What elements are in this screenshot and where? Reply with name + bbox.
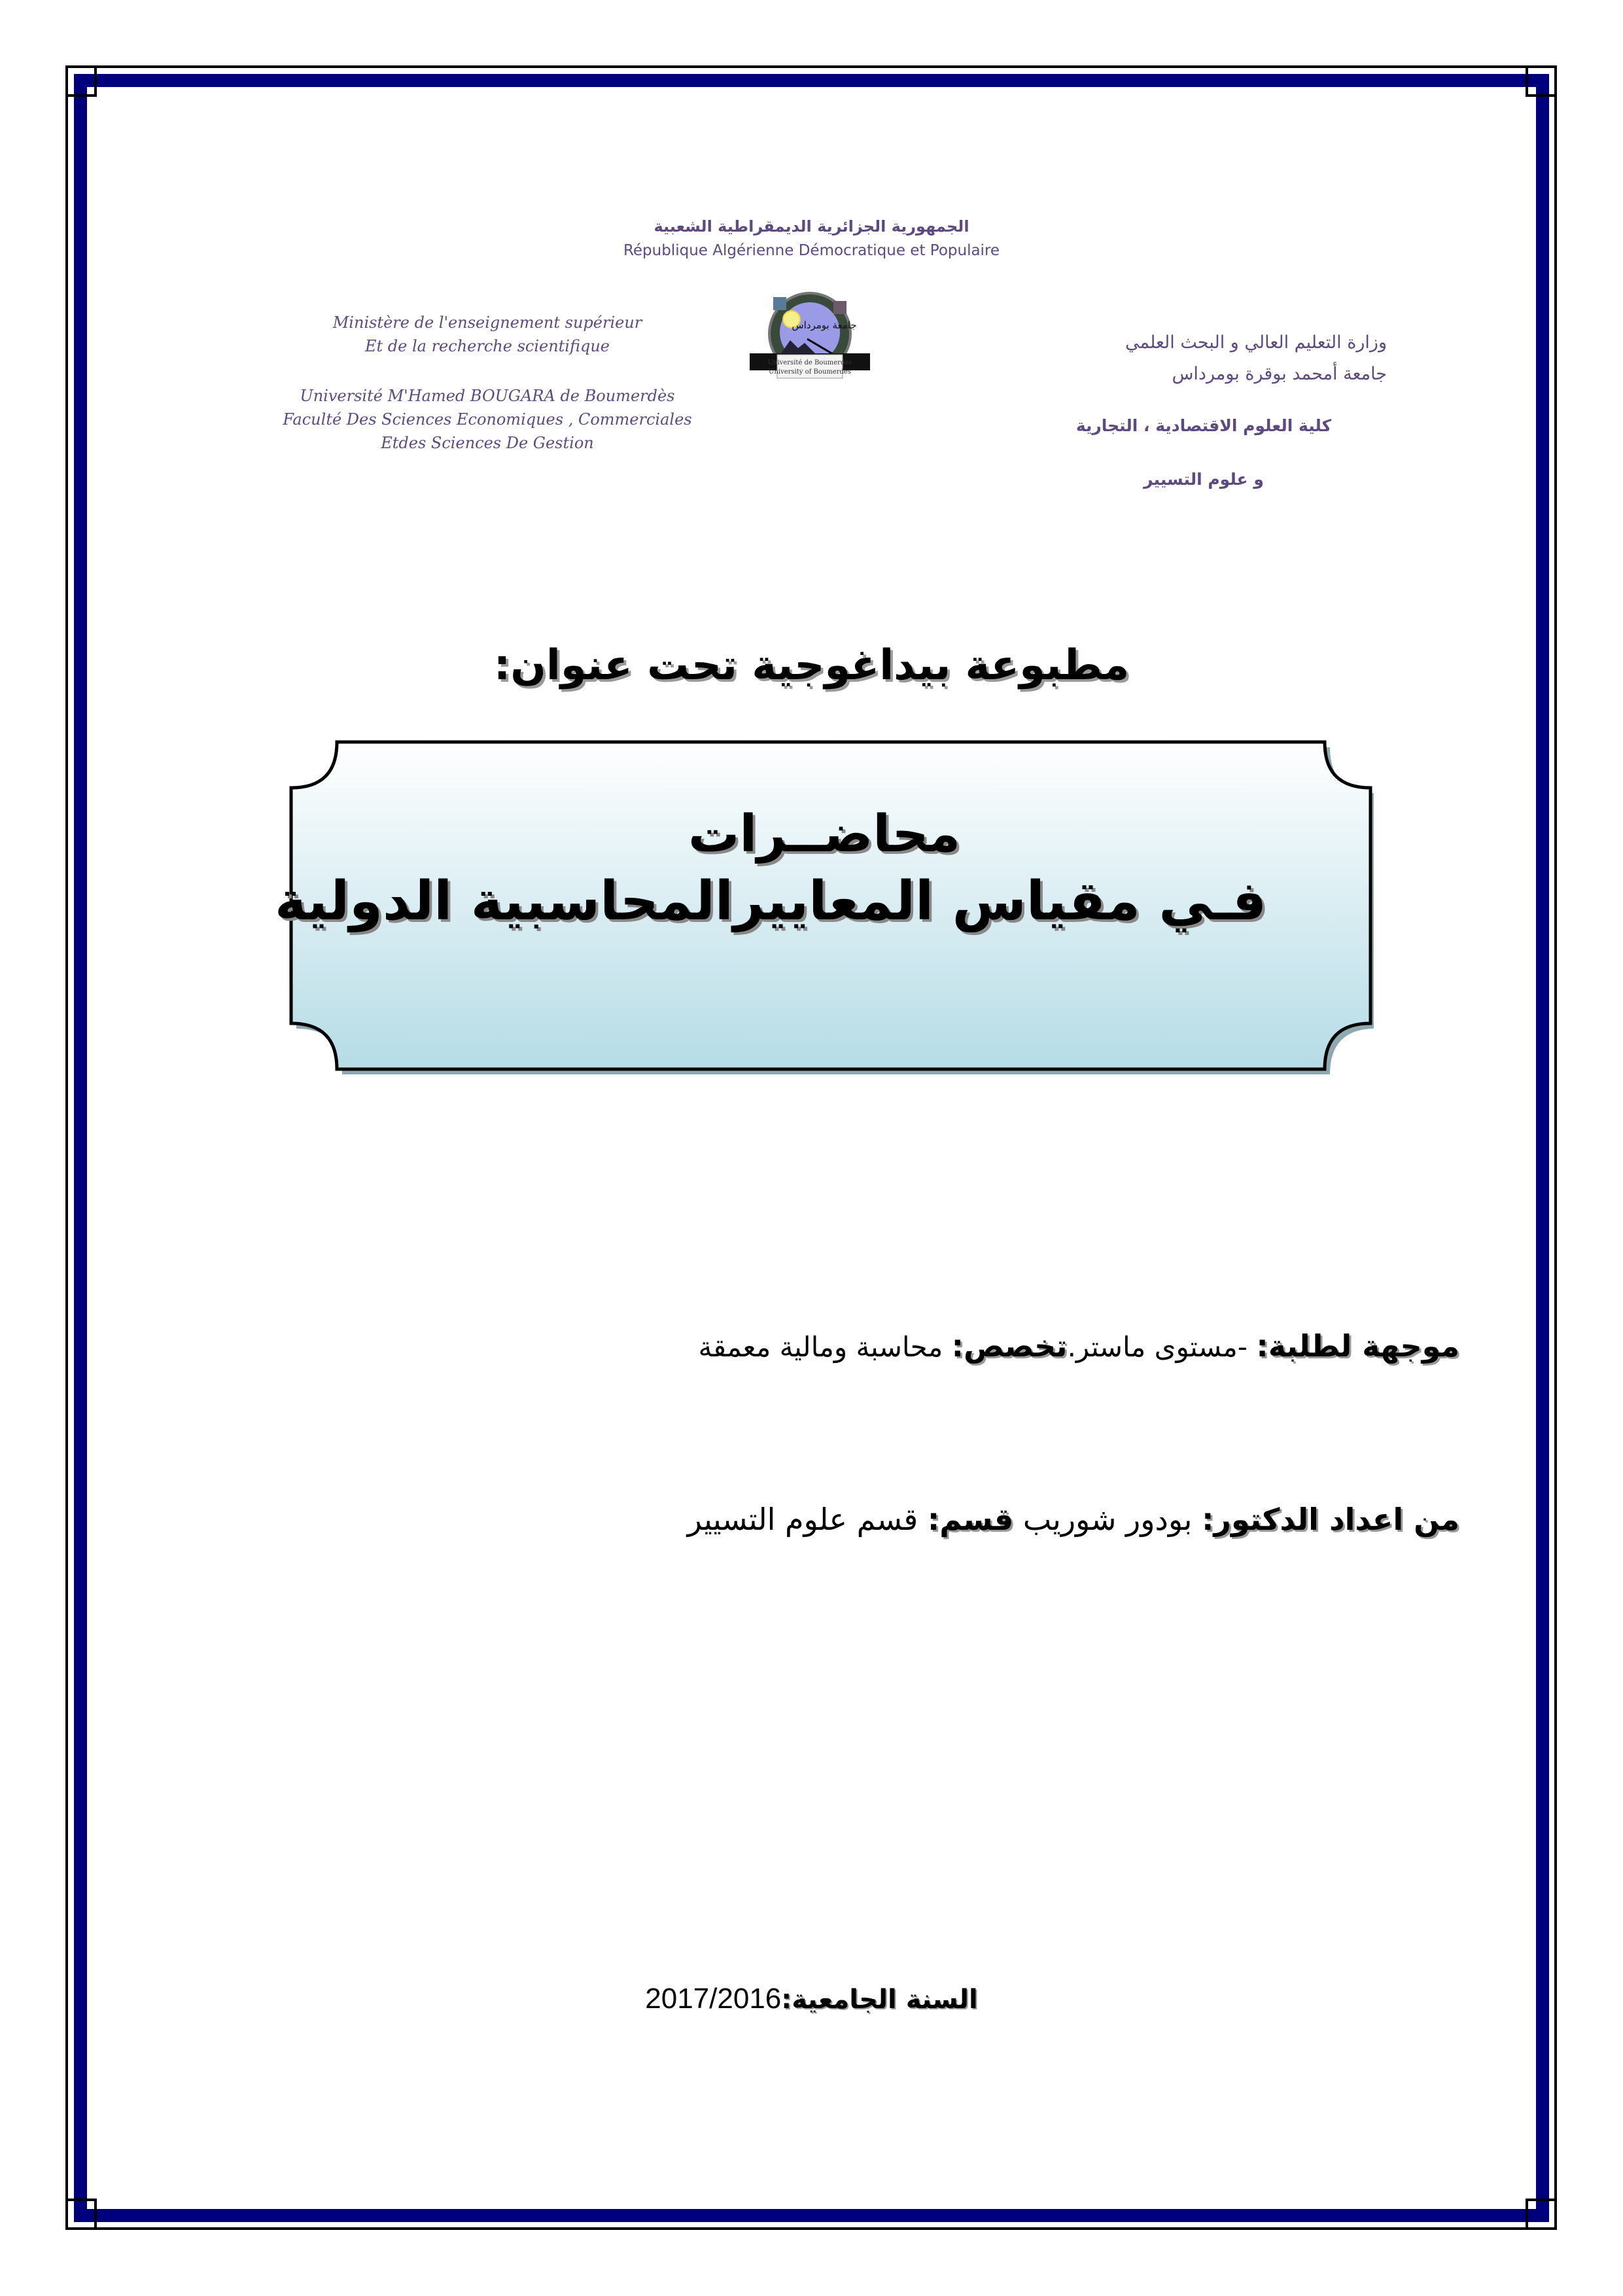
title-frame xyxy=(275,739,1374,1080)
republic-arabic: الجمهورية الجزائرية الديمقراطية الشعبية xyxy=(654,217,969,236)
faculty-line-1-arabic: كلية العلوم الاقتصادية ، التجارية xyxy=(1075,416,1332,435)
republic-french: République Algérienne Démocratique et Populaire xyxy=(623,242,1000,259)
academic-year xyxy=(0,1983,1623,2015)
svg-text:University of Boumerdes: University of Boumerdes xyxy=(769,368,851,376)
corner-ornament-bottom-right xyxy=(1526,2199,1557,2230)
specialty-label: تخصص: xyxy=(951,1328,1068,1364)
university-name-fr: Université M'Hamed BOUGARA de Boumerdès xyxy=(300,387,675,405)
corner-ornament-top-left xyxy=(65,65,97,97)
corner-ornament-bottom-left xyxy=(65,2199,97,2230)
ministry-arabic: وزارة التعليم العالي و البحث العلمي xyxy=(1125,332,1387,353)
institution-french-block xyxy=(275,311,700,455)
ministry-line-1: Ministère de l'enseignement supérieur xyxy=(332,313,642,332)
corner-ornament-top-right xyxy=(1526,65,1557,97)
author-value: بودور شوريب xyxy=(1013,1502,1202,1537)
academic-year-label: السنة الجامعية: xyxy=(781,1985,978,2015)
title-line-1: محاضــرات xyxy=(688,805,961,864)
faculty-line-1-fr: Faculté Des Sciences Economiques , Commerciales xyxy=(283,410,692,429)
author-label: من اعداد الدكتور: xyxy=(1202,1502,1459,1537)
faculty-line-2-fr: Etdes Sciences De Gestion xyxy=(381,434,594,452)
document-subtitle: مطبوعة بيداغوجية تحت عنوان: xyxy=(493,641,1130,690)
ministry-line-2: Et de la recherche scientifique xyxy=(364,337,610,355)
specialty-value: محاسبة ومالية معمقة xyxy=(698,1331,952,1363)
institution-arabic-block xyxy=(968,327,1400,497)
author-line xyxy=(688,1502,1459,1537)
svg-text:جامعة بومرداس: جامعة بومرداس xyxy=(792,319,857,331)
university-name-arabic: جامعة أمحمد بوقرة بومرداس xyxy=(1172,364,1387,384)
university-logo xyxy=(744,288,875,393)
title-line-2: فـي مقياس المعاييرالمحاسبية الدولية xyxy=(275,870,1267,932)
department-value: قسم علوم التسيير xyxy=(687,1502,928,1537)
audience-line xyxy=(698,1328,1459,1364)
svg-text:Université de Boumerdes: Université de Boumerdes xyxy=(767,359,852,366)
audience-value: -مستوى ماستر. xyxy=(1067,1331,1257,1363)
audience-label: موجهة لطلبة: xyxy=(1256,1328,1459,1364)
faculty-line-2-arabic: و علوم التسيير xyxy=(1143,470,1264,489)
department-label: قسم: xyxy=(927,1502,1014,1537)
academic-year-value: 2017/2016 xyxy=(645,1983,782,2015)
